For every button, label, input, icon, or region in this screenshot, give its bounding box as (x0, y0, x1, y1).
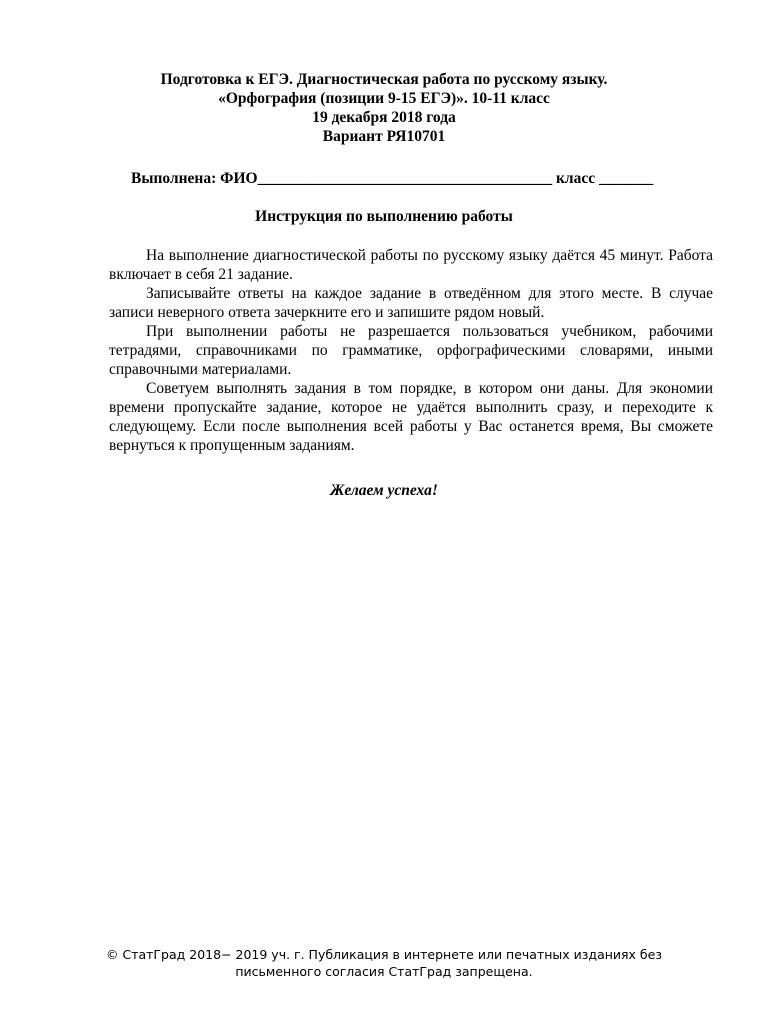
document-header (0, 70, 768, 146)
instruction-paragraph: Записывайте ответы на каждое задание в отведённом для этого месте. В случае записи неверного ответа зачеркните его и запишите рядом новый. (109, 285, 713, 321)
completed-by-line: Выполнена: ФИО______________________________________ класс _______ (131, 170, 654, 187)
instruction-paragraph: При выполнении работы не разрешается пользоваться учебником, рабочими тетрадями, справочниками по грамматике, орфографическими словарями, иными справочными материалами. (109, 323, 713, 378)
good-luck-wish: Желаем успеха! (330, 482, 438, 499)
instructions-title: Инструкция по выполнению работы (255, 208, 513, 225)
footer-line-2: письменного согласия СтатГрад запрещена. (235, 964, 533, 979)
instructions-body (109, 246, 713, 455)
copyright-footer (0, 946, 768, 980)
footer-line-1: © СтатГрад 2018− 2019 уч. г. Публикация в интернете или печатных изданиях без (106, 947, 662, 962)
header-title-line: Подготовка к ЕГЭ. Диагностическая работа по русскому языку. (160, 71, 608, 88)
header-date: 19 декабря 2018 года (312, 109, 456, 126)
instruction-paragraph: Советуем выполнять задания в том порядке, в котором они даны. Для экономии времени пропускайте задание, которое не удаётся выполнить сразу, и переходите к следующему. Если после выполнения всей работы у Вас останется время, Вы сможете вернуться к пропущенным заданиям. (109, 380, 713, 454)
header-subtitle-line: «Орфография (позиции 9-15 ЕГЭ)». 10-11 класс (218, 90, 550, 107)
header-variant: Вариант РЯ10701 (322, 128, 446, 145)
instruction-paragraph: На выполнение диагностической работы по русскому языку даётся 45 минут. Работа включает в себя 21 задание. (109, 247, 713, 283)
